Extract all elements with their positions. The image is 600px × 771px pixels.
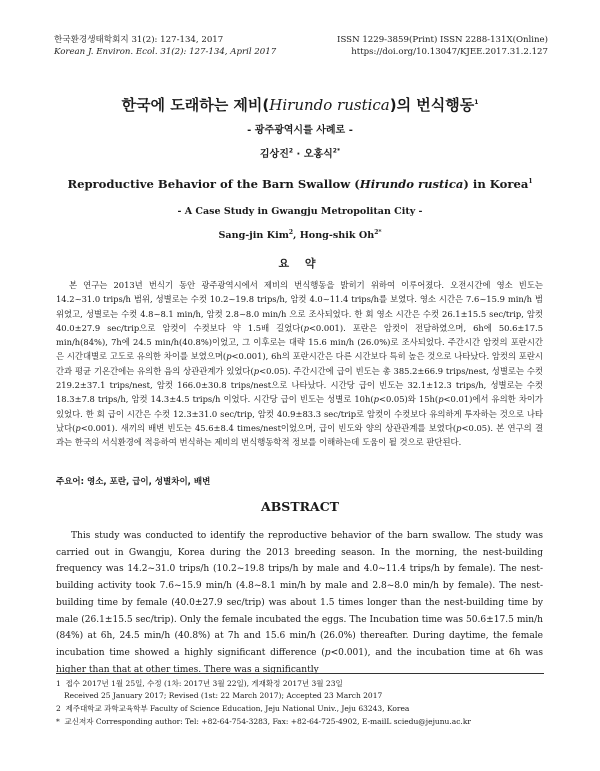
footnote-affiliation: 2 제주대학교 과학교육학부 Faculty of Science Education, Jeju National Univ., Jeju 63243, Korea — [56, 704, 410, 713]
abstract-korean-body: 본 연구는 2013년 번식기 동안 광주광역시에서 제비의 번식행동을 밝히기 위하여 이루어졌다. 오전시간에 영소 빈도는 14.2~31.0 trips/h 범위, 성별로는 수컷 10.2~19.8 trips/h, 암컷 4.0~11.4 trips/h를 보였다. 영소 시간은 7.6~15.9 min/h 범위였고, 성별로는 수컷 4.8~8.1 min/h, 암컷 2.8~8.0 min/h 으로 조사되었다. 한 회 영소 시간은 수컷 26.1±15.5 sec/trip, 암컷 40.0±27.9 sec/trip으로 암컷이 수컷보다 약 1.5배 길었다(p<0.001). 포란은 암컷이 전담하였으며, 6h에 50.6±17.5 min/h(84%), 7h에 24.5 min/h(40.8%)이었고, 그 이후로는 대략 15.6 min/h (26.0%)로 조사되었다. 주간시간 암컷의 포란시간은 시간대별로 고도로 유의한 차이를 보였으며(p<0.001), 6h의 포란시간은 다른 시간보다 특히 높은 것으로 나타났다. 암컷의 포란시간과 평균 기온간에는 유의한 음의 상관관계가 있었다(p<0.05). 주간시간에 급이 빈도는 총 385.2±66.9 trips/nest, 성별로는 수컷 219.2±37.1 trips/nest, 암컷 166.0±30.8 trips/nest으로 나타났다. 시간당 급이 빈도는 32.1±12.3 trips/h, 성별로는 수컷 18.3±7.8 trips/h, 암컷 14.3±4.5 trips/h 이었다. 시간당 급이 빈도는 성별로 10h(p<0.05)와 15h(p<0.01)에서 유의한 차이가 있었다. 한 회 급이 시간은 수컷 12.3±31.0 sec/trip, 암컷 40.9±83.3 sec/trip로 암컷이 수컷보다 유의하게 투자하는 것으로 나타났다(p<0.001). 새끼의 배변 빈도는 45.6±8.4 times/nest이었으며, 급이 빈도와 양의 상관관계를 보였다(p<0.05). 본 연구의 결과는 한국의 서식환경에 적응하여 번식하는 제비의 번식행동학적 정보를 이해하는데 도움이 될 것으로 판단된다. — [56, 280, 544, 448]
footnote-dates-ko: 1 접수 2017년 1월 25일, 수정 (1차: 2017년 3월 22일), 게재확정 2017년 3월 23일 — [56, 679, 343, 688]
footnote-dates-en: Received 25 January 2017; Revised (1st: 22 March 2017); Accepted 23 March 2017 — [64, 691, 383, 700]
doi-link[interactable]: https://doi.org/10.13047/KJEE.2017.31.2.127 — [351, 47, 548, 57]
title-korean: 한국에 도래하는 제비(Hirundo rustica)의 번식행동$^1$ — [121, 96, 479, 114]
keywords-korean: 주요어: 영소, 포란, 급이, 성별차이, 배변 — [56, 477, 211, 487]
abstract-english-heading: ABSTRACT — [261, 499, 339, 514]
authors-english: Sang-jin Kim$^2$, Hong-shik $Oh^{2*}$ — [218, 228, 382, 241]
subtitle-korean: - 광주광역시를 사례로 - — [247, 125, 353, 136]
footnote-corresponding-author: * 교신저자 Corresponding author: Tel: +82-64-754-3283, Fax: +82-64-725-4902, E-mailL sciedu@jejunu.ac.kr — [56, 717, 471, 726]
footnote-divider — [56, 673, 544, 674]
subtitle-english: - A Case Study in Gwangju Metropolitan City - — [177, 206, 423, 217]
journal-identifiers — [337, 34, 548, 58]
species-name: Hirundo rustica — [269, 96, 390, 114]
issn: ISSN 1229-3859(Print) ISSN 2288-131X(Online) — [337, 35, 548, 45]
species-name-en: Hirundo rustica — [359, 177, 464, 191]
title-english: Reproductive Behavior of the Barn Swallow (Hirundo rustica) in Korea$^1$ — [67, 177, 533, 191]
authors-korean: 김상진$^2$ · 오홍식$^{2*}$ — [259, 147, 341, 160]
journal-name-en: Korean J. Environ. Ecol. 31(2): 127-134, April 2017 — [54, 47, 277, 57]
abstract-korean-heading: 요 약 — [278, 257, 322, 270]
journal-citation — [54, 34, 276, 58]
journal-name-ko: 한국환경생태학회지 31(2): 127-134, 2017 — [54, 35, 224, 45]
abstract-english-body: This study was conducted to identify the reproductive behavior of the barn swallow. The study was carried out in Gwangju, Korea during the 2013 breeding season. In the morning, the nest-building frequency was 14.2~31.0 trips/h (10.2~19.8 trips/h by male and 4.0~11.4 trips/h by female). The nest-building activity took 7.6~15.9 min/h (4.8~8.1 min/h by male and 2.8~8.0 min/h by female). The nest-building time by female (40.0±27.9 sec/trip) was about 1.5 times longer than the nest-building time by male (26.1±15.5 sec/trip). Only the female incubated the eggs. The Incubation time was 50.6±17.5 min/h (84%) at 6h, 24.5 min/h (40.8%) at 7h and 15.6 min/h (26.0%) thereafter. During daytime, the female incubation time showed a highly significant difference (p<0.001), and the incubation time at 6h was higher than that at other times. There was a significantly — [56, 531, 543, 675]
